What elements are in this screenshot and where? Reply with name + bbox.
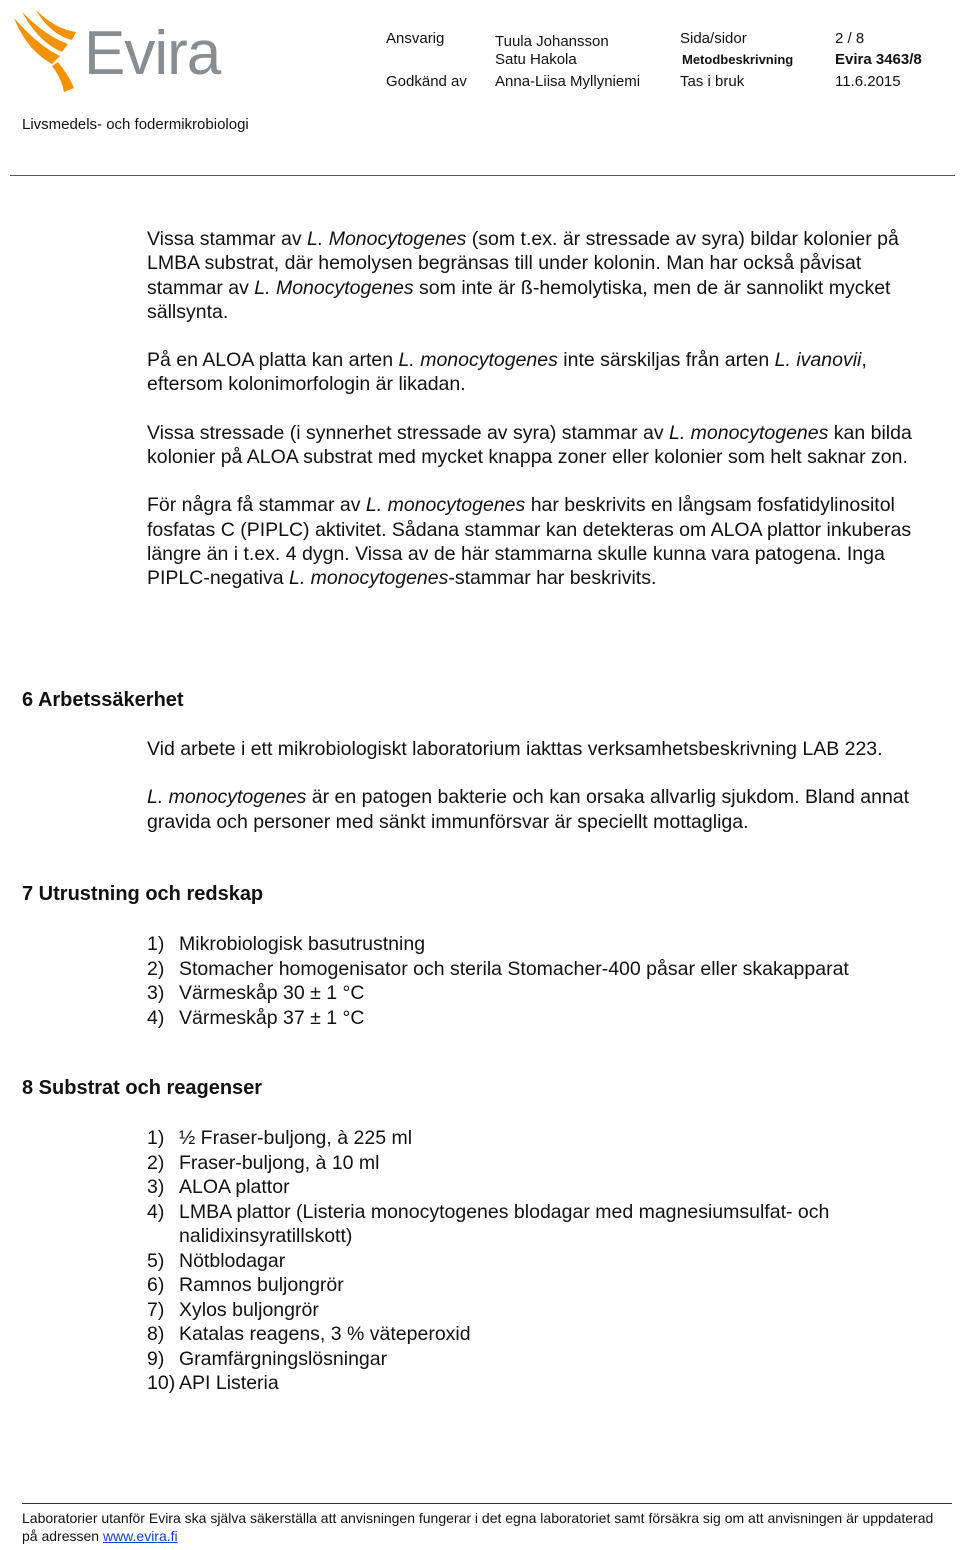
list-item xyxy=(147,1126,937,1151)
list-item-text: Katalas reagens, 3 % väteperoxid xyxy=(179,1323,471,1345)
section-6-text xyxy=(147,737,937,858)
list-item-text: Stomacher homogenisator och sterila Stomacher-400 påsar eller skakapparat xyxy=(179,957,849,980)
text-run: har beskrivits en långsam fosfatidylinositol fosfatas C (PIPLC) aktivitet. Sådana stammar kan detekteras om ALOA plattor inkuberas längre än i t.ex. 4 dygn. Vissa av de här stammarna skulle kunna vara patogena. Inga PIPLC-negativa xyxy=(147,494,912,590)
section-heading-6: 6 Arbetssäkerhet xyxy=(22,689,184,711)
list-item-number: 10) xyxy=(147,1372,176,1394)
text-run: kan bilda kolonier på ALOA substrat med mycket knappa zoner eller kolonier som helt saknar zon. xyxy=(147,421,912,469)
section-heading-8: 8 Substrat och reagenser xyxy=(22,1077,263,1099)
list-item-text: ½ Fraser-buljong, à 225 ml xyxy=(179,1127,413,1149)
list-item-text: Värmeskåp 37 ± 1 °C xyxy=(179,1006,365,1029)
list-item-number: 8) xyxy=(147,1323,165,1345)
section-heading-7: 7 Utrustning och redskap xyxy=(22,883,264,905)
paragraph xyxy=(147,493,937,590)
equipment-list xyxy=(147,932,937,1030)
godkand-name: Anna-Liisa Myllyniemi xyxy=(495,73,641,90)
text-run: För några få stammar av xyxy=(147,494,366,517)
list-item-number: 1) xyxy=(147,933,165,955)
species-name: L. monocytogenes xyxy=(365,494,526,517)
paragraph xyxy=(147,227,937,324)
species-name: L. monocytogenes xyxy=(147,786,307,809)
list-item xyxy=(147,1200,937,1249)
list-item-number: 4) xyxy=(147,1006,165,1029)
paragraph xyxy=(147,421,937,470)
unit-name: Livsmedels- och fodermikrobiologi xyxy=(22,116,249,133)
list-item-number: 7) xyxy=(147,1298,165,1321)
footer-note xyxy=(22,1509,952,1545)
list-item-text: Nötblodagar xyxy=(179,1249,286,1272)
doc-id: Evira 3463/8 xyxy=(835,51,922,68)
list-item-number: 2) xyxy=(147,957,165,980)
list-item-number: 3) xyxy=(147,1176,165,1198)
list-item xyxy=(147,1006,937,1031)
species-name: L. monocytogenes xyxy=(398,349,558,372)
list-item xyxy=(147,1347,937,1372)
list-item xyxy=(147,957,937,982)
text-run: är en patogen bakterie och kan orsaka allvarlig sjukdom. Bland annat gravida och personer med sänkt immunförsvar är speciellt mottagliga. xyxy=(147,786,910,833)
species-name: L. Monocytogenes xyxy=(307,228,467,250)
header-divider xyxy=(10,175,955,176)
doc-type: Metodbeskrivning xyxy=(682,52,794,67)
paragraph xyxy=(147,785,937,834)
list-item-number: 3) xyxy=(147,982,165,1004)
paragraph xyxy=(147,348,937,397)
text-run: inte särskiljas från arten xyxy=(557,349,775,372)
evira-logo-text: Evira xyxy=(84,19,221,88)
list-item xyxy=(147,1322,937,1347)
text-run: som inte är ß-hemolytiska, men de är sannolikt mycket sällsynta. xyxy=(147,276,891,323)
sida-value: 2 / 8 xyxy=(835,30,865,47)
list-item xyxy=(147,1371,937,1396)
text-run: På en ALOA platta kan arten xyxy=(147,349,399,372)
list-item xyxy=(147,1249,937,1274)
text-run: -stammar har beskrivits. xyxy=(448,567,657,590)
tas-label: Tas i bruk xyxy=(680,73,745,90)
list-item-text: Gramfärgningslösningar xyxy=(179,1347,388,1370)
species-name: L. ivanovii xyxy=(774,349,862,372)
text-run: Vissa stammar av xyxy=(147,228,308,250)
text-run: Vissa stressade (i synnerhet stressade av syra) stammar av xyxy=(147,421,669,444)
sida-label: Sida/sidor xyxy=(680,30,747,47)
list-item xyxy=(147,1273,937,1298)
list-item xyxy=(147,1298,937,1323)
list-item xyxy=(147,1151,937,1176)
list-item-text: API Listeria xyxy=(179,1372,279,1394)
species-name: L. monocytogenes xyxy=(289,567,449,590)
species-name: L. Monocytogenes xyxy=(254,276,414,299)
godkand-label: Godkänd av xyxy=(386,73,467,90)
footer-text: Laboratorier utanför Evira ska själva säkerställa att anvisningen fungerar i det egna laboratoriet samt försäkra sig om att anvisningen är uppdaterad på adressen xyxy=(22,1510,934,1544)
intro-text xyxy=(147,227,937,615)
text-run: (som t.ex. är stressade av syra) bildar kolonier på LMBA substrat, där hemolysen begränsas till under kolonin. Man har också påvisat stammar av xyxy=(147,228,899,299)
list-item-number: 5) xyxy=(147,1249,165,1272)
reagent-list xyxy=(147,1126,937,1396)
list-item-number: 4) xyxy=(147,1200,165,1223)
list-item xyxy=(147,981,937,1006)
text-run: , eftersom kolonimorfologin är likadan. xyxy=(147,349,867,396)
evira-website-link[interactable]: www.evira.fi xyxy=(102,1528,178,1544)
list-item-text: LMBA plattor (Listeria monocytogenes blodagar med magnesiumsulfat- och nalidixinsyratillskott) xyxy=(179,1200,830,1247)
paragraph xyxy=(147,737,937,761)
list-item-text: Fraser-buljong, à 10 ml xyxy=(179,1151,380,1174)
list-item-number: 2) xyxy=(147,1151,165,1174)
evira-logo-mark-icon xyxy=(8,8,88,93)
list-item-text: Värmeskåp 30 ± 1 °C xyxy=(179,982,365,1004)
species-name: L. monocytogenes xyxy=(669,421,829,444)
ansvarig-name-2: Satu Hakola xyxy=(495,51,577,68)
text-run: Vid arbete i ett mikrobiologiskt laboratorium iakttas verksamhetsbeskrivning LAB 223. xyxy=(147,738,883,760)
list-item-number: 9) xyxy=(147,1347,165,1370)
list-item-text: ALOA plattor xyxy=(179,1176,290,1198)
evira-logo xyxy=(8,8,268,93)
ansvarig-name-1: Tuula Johansson xyxy=(495,33,609,50)
list-item-number: 6) xyxy=(147,1274,165,1296)
tas-date: 11.6.2015 xyxy=(835,73,901,90)
list-item-text: Ramnos buljongrör xyxy=(179,1274,344,1296)
list-item xyxy=(147,1175,937,1200)
list-item-text: Mikrobiologisk basutrustning xyxy=(179,933,426,955)
list-item-number: 1) xyxy=(147,1127,165,1149)
ansvarig-label: Ansvarig xyxy=(386,30,445,47)
list-item-text: Xylos buljongrör xyxy=(179,1298,319,1321)
list-item xyxy=(147,932,937,957)
footer-divider xyxy=(22,1503,952,1504)
